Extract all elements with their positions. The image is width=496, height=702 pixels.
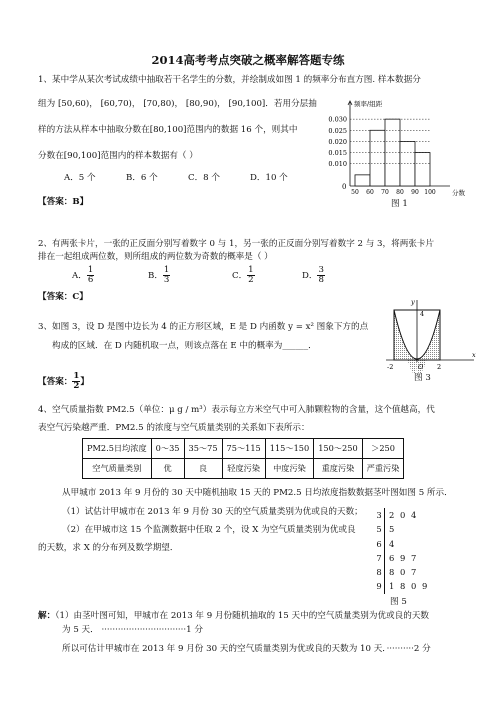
y-tick-label: 0.030 (328, 115, 347, 124)
histogram-bar (415, 153, 430, 186)
solution-line1: 解：（1）由茎叶图可知，甲城市在 2013 年 9 月份随机抽取的 15 天中的空气质量类别为优或良的天数 (38, 611, 430, 621)
table-cell: 中度污染 (265, 459, 313, 479)
q1-line2-prefix: 组为 (38, 99, 56, 109)
q1-line1: 1、某中学从某次考试成绩中抽取若干名学生的分数，并绘制成如图 1 的频率分布直方图. 样本数据分 (38, 75, 421, 85)
interval-4: [80,90) (185, 99, 218, 109)
q1-line4 (38, 150, 198, 162)
hist-ylabel: 频率/组距 (354, 100, 383, 108)
q4-sub2b: 的天数，求 X 的分布列及数学期望． (38, 543, 179, 553)
table-header-cell: 150～250 (314, 439, 362, 459)
q4-line1: 4、空气质量指数 PM2.5（单位：μ g / m³）表示每立方米空气中可入肺颗粒物的含量，这个值越高，代 (38, 405, 435, 415)
q4-line3: 从甲城市 2013 年 9 月份的 30 天中随机抽取 15 天的 PM2.5 日均浓度指数数据茎叶图如图 5 所示． (62, 488, 453, 498)
table-header-cell: 0～35 (151, 439, 184, 459)
histogram-figure (316, 96, 486, 212)
fig5-label: 图 5 (390, 597, 407, 607)
origin-label: O (418, 363, 424, 371)
solution-line2: 为 5 天． ·······························1 分 (62, 625, 203, 635)
q1-answer: 【答案：B】 (38, 197, 89, 207)
q2-option-b: B． $\frac{1}{3}$ (148, 265, 170, 285)
table-cell: 空气质量类别 (83, 459, 152, 479)
y-tick-label: 0.020 (328, 137, 347, 146)
y-tick-label: 0.025 (328, 126, 347, 135)
q3-answer: 【答案： $\frac{1}{2}$ 】 (38, 371, 89, 391)
x-tick-label: 90 (411, 189, 419, 196)
x-tick-label: 50 (351, 189, 359, 196)
hist-xlabel: 分数 (452, 189, 465, 197)
table-header-cell: 115～150 (265, 439, 313, 459)
stem-row: 9 1 8 0 9 (374, 579, 429, 593)
q2-answer: 【答案：C】 (38, 292, 88, 302)
parabola-figure (384, 296, 484, 376)
table-header-cell: ＞250 (362, 439, 404, 459)
q2-option-c: C． $\frac{1}{2}$ (232, 265, 254, 285)
q2-option-d: D． $\frac{3}{8}$ (302, 265, 324, 285)
q2-line1: 2、有两张卡片，一张的正反面分别写着数字 0 与 1，另一张的正反面分别写着数字 2 与 3，将两张卡片 (38, 239, 435, 249)
histogram-bar (370, 130, 385, 186)
right-label: 2 (437, 363, 442, 371)
x-tick-label: 80 (396, 189, 404, 196)
x-tick-label: 100 (424, 189, 436, 196)
table-header-cell: PM2.5日均浓度 (83, 439, 152, 459)
q1-line3 (38, 124, 297, 136)
q1-line3-prefix: 样的方法从样本中抽取分数在 (38, 125, 150, 135)
hist-origin: 0 (342, 183, 347, 191)
top-label: 4 (420, 310, 425, 318)
q1-option-d: D．10 个 (250, 173, 288, 183)
q4-line2: 表空气污染越严重．PM2.5 的浓度与空气质量类别的关系如下表所示： (38, 423, 310, 433)
y-tick-label: 0.010 (328, 160, 347, 169)
stem-row: 7 6 9 7 (374, 551, 429, 565)
solution-line3: 所以可估计甲城市在 2013 年 9 月份 30 天的空气质量类别为优或良的天数为 10 天．··········2 分 (62, 644, 431, 654)
interval-1: [50,60) (57, 99, 90, 109)
left-label: -2 (387, 363, 394, 371)
stem-row: 8 8 0 7 (374, 565, 429, 579)
table-row (83, 439, 404, 459)
stem-row: 5 5 (374, 522, 429, 536)
y-tick-label: 0.015 (328, 149, 347, 158)
stem-row: 6 4 (374, 537, 429, 551)
table-header-cell: 75～115 (222, 439, 265, 459)
table-cell: 良 (184, 459, 222, 479)
solution-label: 解： (38, 611, 56, 621)
q4-sub2: （2）在甲城市这 15 个监测数据中任取 2 个，设 X 为空气质量类别为优或良 (62, 525, 356, 535)
table-header-cell: 35～75 (184, 439, 222, 459)
axis-y-label: y (411, 298, 415, 306)
interval-5: [90,100] (228, 99, 266, 109)
x-tick-label: 60 (366, 189, 374, 196)
pm25-table (82, 438, 404, 479)
interval-3: [70,80) (143, 99, 175, 109)
fig1-label: 图 1 (391, 199, 408, 209)
q1-line4-suffix: 范围内的样本数据有（ ） (100, 151, 198, 161)
stem-leaf-plot (374, 508, 429, 594)
fig3-label: 图 3 (414, 373, 431, 383)
q4-sub1: （1）试估计甲城市在 2013 年 9 月份 30 天的空气质量类别为优或良的天数； (62, 507, 363, 517)
histogram-bar (355, 175, 370, 186)
q1-option-c: C．8 个 (188, 173, 220, 183)
stem-row: 3 2 0 4 (374, 508, 429, 522)
page-title: 2014高考考点突破之概率解答题专练 (151, 53, 345, 67)
table-cell: 严重污染 (362, 459, 404, 479)
table-cell: 重度污染 (314, 459, 362, 479)
x-tick-label: 70 (381, 189, 389, 196)
table-cell: 优 (151, 459, 184, 479)
q1-line4-prefix: 分数在 (38, 151, 64, 161)
q1-option-a: A．5 个 (64, 173, 96, 183)
q1-line2-suffix: ．若用分层抽 (265, 99, 317, 109)
table-row (83, 459, 404, 479)
q3-line2: 构成的区域．在 D 内随机取一点，则该点落在 E 中的概率为______． (52, 341, 317, 351)
q1-range-80-100: [80,100] (149, 125, 187, 135)
q1-line2: 组为 [50,60)， [60,70)， [70,80)， [80,90)， [90,100]．若用分层抽 (38, 99, 317, 109)
axis-x-label: x (472, 351, 476, 359)
table-cell: 轻度污染 (222, 459, 265, 479)
interval-2: [60,70) (100, 99, 132, 109)
q1-line3-suffix: 范围内的数据 16 个，则其中 (186, 125, 298, 135)
q2-option-a: A． $\frac{1}{6}$ (72, 265, 94, 285)
q1-range-90-100: [90,100] (63, 151, 101, 161)
q2-line2: 排在一起组成两位数，则所组成的两位数为奇数的概率是（ ） (38, 252, 273, 262)
q1-option-b: B．6 个 (126, 173, 158, 183)
q3-line1: 3、如图 3，设 D 是图中边长为 4 的正方形区域，E 是 D 内函数 y = x² 图象下方的点 (38, 322, 369, 332)
